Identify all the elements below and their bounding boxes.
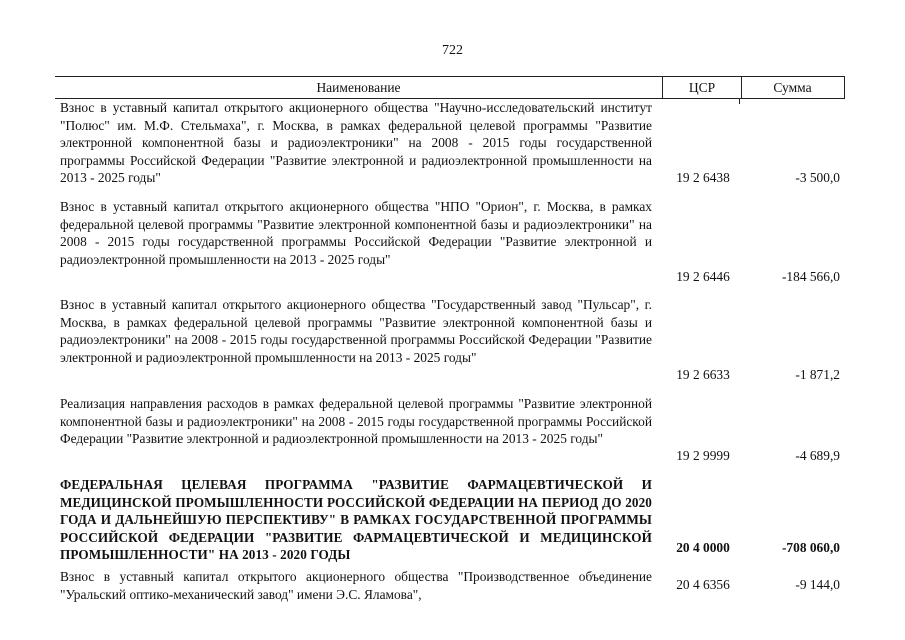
row-amount: -1 871,2 — [795, 367, 840, 382]
table-header — [55, 76, 845, 99]
page-number: 722 — [442, 43, 463, 58]
column-header-sum: Сумма — [773, 80, 812, 95]
row-code: 19 2 6438 — [676, 170, 730, 185]
column-header-name: Наименование — [316, 80, 401, 95]
column-header-csr: ЦСР — [662, 77, 742, 98]
row-amount: -184 566,0 — [781, 269, 840, 284]
row-code: 19 2 9999 — [676, 448, 730, 463]
row-description: Взнос в уставный капитал открытого акционерного общества "Производственное объединение "Уральский оптико-механический завод" имени Э.С. Яламова", — [60, 569, 652, 602]
row-code: 19 2 6633 — [676, 367, 730, 382]
program-code: 20 4 0000 — [676, 540, 730, 555]
program-amount: -708 060,0 — [781, 540, 840, 555]
row-amount: -9 144,0 — [795, 577, 840, 592]
row-amount: -3 500,0 — [795, 170, 840, 185]
row-code: 19 2 6446 — [676, 269, 730, 284]
row-code: 20 4 6356 — [676, 577, 730, 592]
row-description: Взнос в уставный капитал открытого акционерного общества "Государственный завод "Пульсар", г. Москва, в рамках федеральной целевой программы "Развитие электронной компонентной базы и радиоэлектроники" на 2008 - 2015 годы государственной программы Российской Федерации "Развитие электронной и радиоэлектронной промышленности на 2013 - 2025 годы" — [60, 297, 652, 365]
header-divider-tick — [739, 98, 740, 104]
row-amount: -4 689,9 — [795, 448, 840, 463]
program-description: ФЕДЕРАЛЬНАЯ ЦЕЛЕВАЯ ПРОГРАММА "РАЗВИТИЕ ФАРМАЦЕВТИЧЕСКОЙ И МЕДИЦИНСКОЙ ПРОМЫШЛЕННОСТИ РОССИЙСКОЙ ФЕДЕРАЦИИ НА ПЕРИОД ДО 2020 ГОДА И ДАЛЬНЕЙШУЮ ПЕРСПЕКТИВУ" В РАМКАХ ГОСУДАРСТВЕННОЙ ПРОГРАММЫ РОССИЙСКОЙ ФЕДЕРАЦИИ "РАЗВИТИЕ ФАРМАЦЕВТИЧЕСКОЙ И МЕДИЦИНСКОЙ ПРОМЫШЛЕННОСТИ" НА 2013 - 2020 ГОДЫ — [60, 477, 652, 562]
row-description: Взнос в уставный капитал открытого акционерного общества "НПО "Орион", г. Москва, в рамках федеральной целевой программы "Развитие электронной компонентной базы и радиоэлектроники" на 2008 - 2015 годы государственной программы Российской Федерации "Развитие электронной и радиоэлектронной промышленности на 2013 - 2025 годы" — [60, 199, 652, 267]
row-description: Взнос в уставный капитал открытого акционерного общества "Научно-исследовательский институт "Полюс" им. М.Ф. Стельмаха", г. Москва, в рамках федеральной целевой программы "Развитие электронной компонентной базы и радиоэлектроники" на 2008 - 2015 годы государственной программы Российской Федерации "Развитие электронной и радиоэлектронной промышленности на 2013 - 2025 годы" — [60, 100, 652, 185]
row-description: Реализация направления расходов в рамках федеральной целевой программы "Развитие электронной компонентной базы и радиоэлектроники" на 2008 - 2015 годы государственной программы Российской Федерации "Развитие электронной и радиоэлектронной промышленности на 2013 - 2025 годы" — [60, 396, 652, 446]
